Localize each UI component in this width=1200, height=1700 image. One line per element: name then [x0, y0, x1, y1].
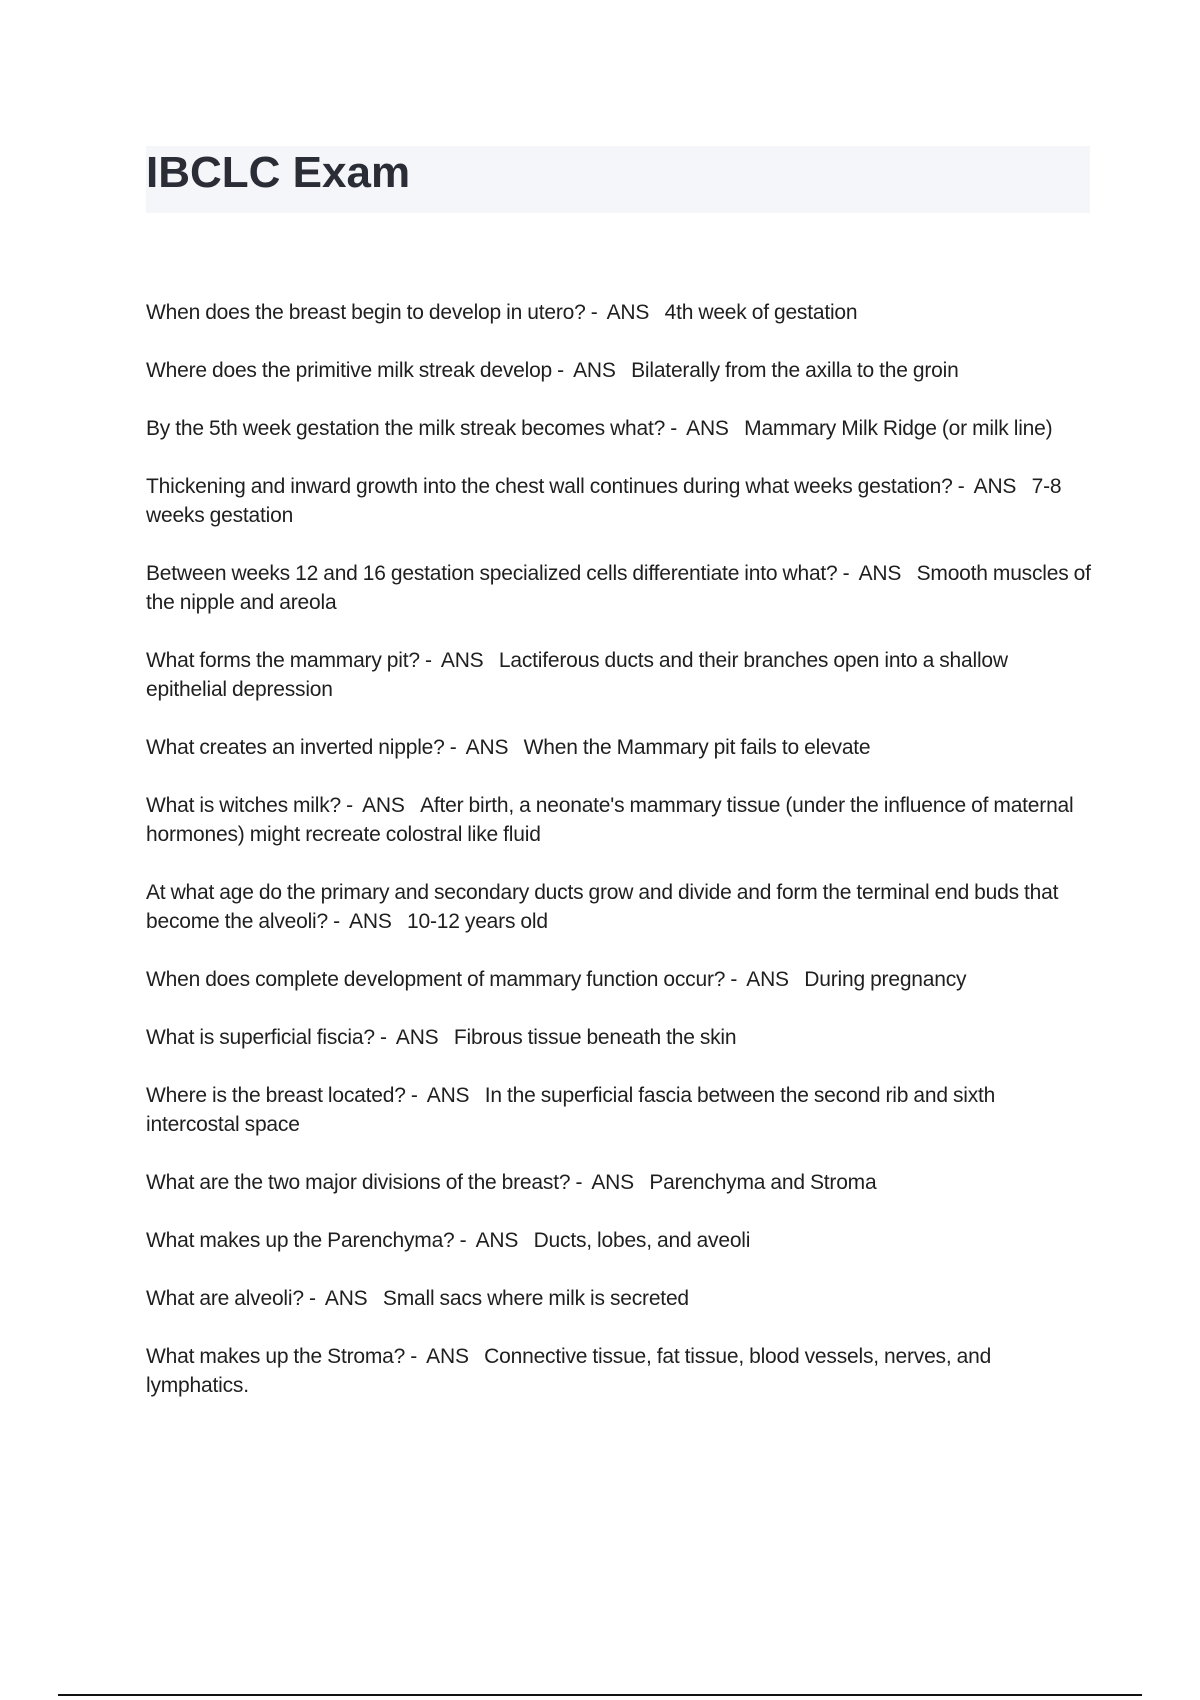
separator: -	[454, 1229, 476, 1252]
answer-marker: ANS	[746, 968, 789, 991]
answer-text: Connective tissue, fat tissue, blood vessels, nerves, and lymphatics.	[146, 1345, 992, 1397]
answer-text: Small sacs where milk is secreted	[382, 1287, 689, 1310]
qa-item	[146, 1168, 1092, 1197]
answer-text: When the Mammary pit fails to elevate	[523, 736, 871, 759]
separator: -	[328, 910, 350, 933]
answer-text: 10-12 years old	[407, 910, 548, 933]
answer-text: 4th week of gestation	[664, 301, 858, 324]
separator: -	[303, 1287, 325, 1310]
answer-marker: ANS	[349, 910, 392, 933]
question-text: Thickening and inward growth into the chest wall continues during what weeks gestation?	[146, 475, 953, 498]
question-text: By the 5th week gestation the milk streak becomes what?	[146, 417, 666, 440]
answer-text: Lactiferous ducts and their branches open into a shallow epithelial depression	[146, 649, 1008, 701]
answer-marker: ANS	[362, 794, 405, 817]
qa-item	[146, 733, 1092, 762]
separator: -	[552, 359, 574, 382]
answer-text: Mammary Milk Ridge (or milk line)	[744, 417, 1053, 440]
answer-marker: ANS	[686, 417, 729, 440]
answer-text: Ducts, lobes, and aveoli	[533, 1229, 751, 1252]
question-text: Between weeks 12 and 16 gestation specialized cells differentiate into what?	[146, 562, 838, 585]
question-text: What forms the mammary pit?	[146, 649, 420, 672]
qa-item	[146, 356, 1092, 385]
answer-text: Fibrous tissue beneath the skin	[453, 1026, 737, 1049]
answer-text: Smooth muscles of the nipple and areola	[146, 562, 1091, 614]
separator: -	[405, 1084, 427, 1107]
answer-marker: ANS	[475, 1229, 519, 1252]
qa-item	[146, 414, 1092, 443]
qa-list	[146, 298, 1092, 1429]
question-text: Where does the primitive milk streak develop	[146, 359, 553, 382]
answer-marker: ANS	[606, 301, 650, 324]
answer-text: 7-8 weeks gestation	[146, 475, 1062, 527]
question-text: Where is the breast located?	[146, 1084, 406, 1107]
separator: -	[341, 794, 363, 817]
separator: -	[419, 649, 441, 672]
qa-item	[146, 1226, 1092, 1255]
separator: -	[952, 475, 974, 498]
qa-item	[146, 298, 1092, 327]
qa-item	[146, 1023, 1092, 1052]
qa-item	[146, 1081, 1092, 1139]
answer-marker: ANS	[573, 359, 616, 382]
qa-item	[146, 1342, 1092, 1400]
qa-item	[146, 965, 1092, 994]
qa-item	[146, 878, 1092, 936]
question-text: What is witches milk?	[146, 794, 342, 817]
answer-text: After birth, a neonate's mammary tissue (under the influence of maternal hormones) might recreate colostral like fluid	[146, 794, 1074, 846]
qa-item	[146, 472, 1092, 530]
separator: -	[725, 968, 747, 991]
separator: -	[665, 417, 687, 440]
separator: -	[444, 736, 466, 759]
question-text: What makes up the Parenchyma?	[146, 1229, 455, 1252]
answer-text: In the superficial fascia between the second rib and sixth intercostal space	[146, 1084, 996, 1136]
question-text: At what age do the primary and secondary ducts grow and divide and form the terminal end buds that become the alveoli?	[146, 881, 1059, 933]
answer-marker: ANS	[465, 736, 509, 759]
answer-marker: ANS	[440, 649, 484, 672]
separator: -	[570, 1171, 592, 1194]
qa-item	[146, 559, 1092, 617]
answer-marker: ANS	[591, 1171, 634, 1194]
separator: -	[405, 1345, 427, 1368]
separator: -	[585, 301, 607, 324]
page-title: IBCLC Exam	[146, 148, 411, 197]
question-text: What is superficial fiscia?	[146, 1026, 375, 1049]
question-text: What are alveoli?	[146, 1287, 304, 1310]
answer-text: Parenchyma and Stroma	[649, 1171, 877, 1194]
question-text: When does the breast begin to develop in utero?	[146, 301, 586, 324]
answer-marker: ANS	[973, 475, 1017, 498]
question-text: What are the two major divisions of the breast?	[146, 1171, 571, 1194]
question-text: What makes up the Stroma?	[146, 1345, 406, 1368]
qa-item	[146, 646, 1092, 704]
answer-text: Bilaterally from the axilla to the groin	[631, 359, 959, 382]
answer-marker: ANS	[324, 1287, 368, 1310]
question-text: What creates an inverted nipple?	[146, 736, 445, 759]
answer-marker: ANS	[395, 1026, 439, 1049]
footer-rule	[58, 1694, 1142, 1696]
answer-marker: ANS	[426, 1084, 470, 1107]
qa-item	[146, 791, 1092, 849]
separator: -	[837, 562, 859, 585]
separator: -	[374, 1026, 396, 1049]
answer-text: During pregnancy	[804, 968, 967, 991]
qa-item	[146, 1284, 1092, 1313]
answer-marker: ANS	[426, 1345, 469, 1368]
answer-marker: ANS	[858, 562, 902, 585]
question-text: When does complete development of mammary function occur?	[146, 968, 726, 991]
